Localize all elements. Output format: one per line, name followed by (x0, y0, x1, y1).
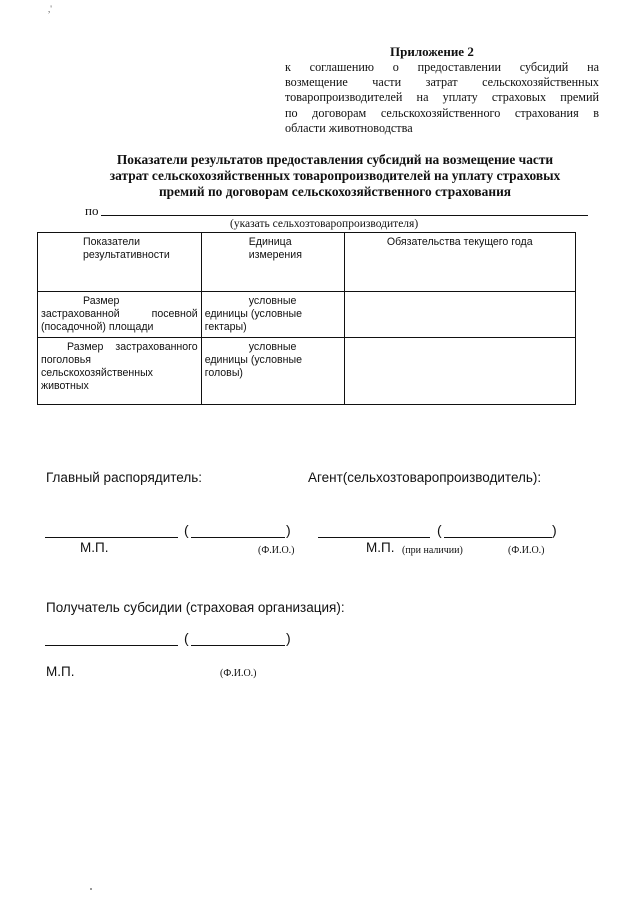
agent-name-line[interactable] (444, 537, 552, 538)
table-row (38, 292, 576, 338)
close-paren: ) (286, 522, 291, 538)
stamp-label: М.П. (46, 664, 75, 679)
header-unit (201, 233, 344, 292)
header-unit-text: Единица измерения (248, 236, 302, 261)
recipient-fill-line[interactable] (101, 215, 588, 216)
stamp-label: М.П. (366, 540, 395, 555)
open-paren: ( (437, 522, 442, 538)
stamp-label: М.П. (80, 540, 109, 555)
cell-unit (201, 338, 344, 405)
recipient-name-line[interactable] (191, 645, 285, 646)
cell-indicator-text: Размер застрахованного поголовья сельскохозяйственных животных (41, 341, 198, 392)
preamble-line: к соглашению о предоставлении субсидий на (285, 60, 599, 74)
cell-indicator-text: Размер застрахованной посевной (посадочной) площади (41, 295, 198, 333)
title-line: премий по договорам сельскохозяйственного страхования (158, 184, 512, 199)
cell-indicator (38, 292, 202, 338)
cell-obligation[interactable] (344, 292, 576, 338)
open-paren: ( (184, 630, 189, 646)
table-row (38, 338, 576, 405)
main-manager-signature-line[interactable] (45, 537, 178, 538)
if-any-label: (при наличии) (402, 545, 463, 556)
header-obligations-text: Обязательства текущего года (386, 236, 533, 248)
preamble-line: товаропроизводителей на уплату страховых премий (285, 90, 599, 105)
fio-label: (Ф.И.О.) (258, 545, 295, 556)
scan-speck (90, 888, 92, 890)
preamble-line: возмещение части затрат сельскохозяйственных (285, 75, 599, 90)
header-indicators (38, 233, 202, 292)
title-line: Показатели результатов предоставления субсидий на возмещение части (116, 152, 554, 167)
fio-label: (Ф.И.О.) (508, 545, 545, 556)
recipient-signature-line[interactable] (45, 645, 178, 646)
preamble-line: области животноводства (285, 120, 413, 135)
cell-indicator (38, 338, 202, 405)
close-paren: ) (552, 522, 557, 538)
title-line: затрат сельскохозяйственных товаропроизводителей на уплату страховых (109, 168, 561, 183)
table-header-row (38, 233, 576, 292)
cell-unit (201, 292, 344, 338)
open-paren: ( (184, 522, 189, 538)
cell-unit-text: условные единицы (условные гектары) (204, 295, 303, 333)
close-paren: ) (286, 630, 291, 646)
recipient-prefix: по (85, 203, 99, 218)
header-indicators-text: Показатели результативности (83, 236, 170, 261)
fio-label: (Ф.И.О.) (220, 668, 257, 679)
cell-obligation[interactable] (344, 338, 576, 405)
appendix-preamble (285, 60, 599, 136)
subsidy-recipient-label: Получатель субсидии (страховая организация): (46, 600, 345, 615)
main-manager-name-line[interactable] (191, 537, 285, 538)
header-obligations (344, 233, 576, 292)
appendix-title: Приложение 2 (390, 44, 474, 59)
corner-mark: ,' (48, 4, 52, 14)
preamble-line: по договорам сельскохозяйственного страхования в (285, 105, 599, 120)
agent-signature-line[interactable] (318, 537, 430, 538)
recipient-hint: (указать сельхозтоваропроизводителя) (230, 218, 419, 230)
main-manager-label: Главный распорядитель: (46, 470, 202, 485)
cell-unit-text: условные единицы (условные головы) (204, 341, 303, 379)
agent-label: Агент(сельхозтоваропроизводитель): (308, 470, 542, 485)
document-title (40, 152, 630, 200)
indicators-table (37, 232, 576, 405)
